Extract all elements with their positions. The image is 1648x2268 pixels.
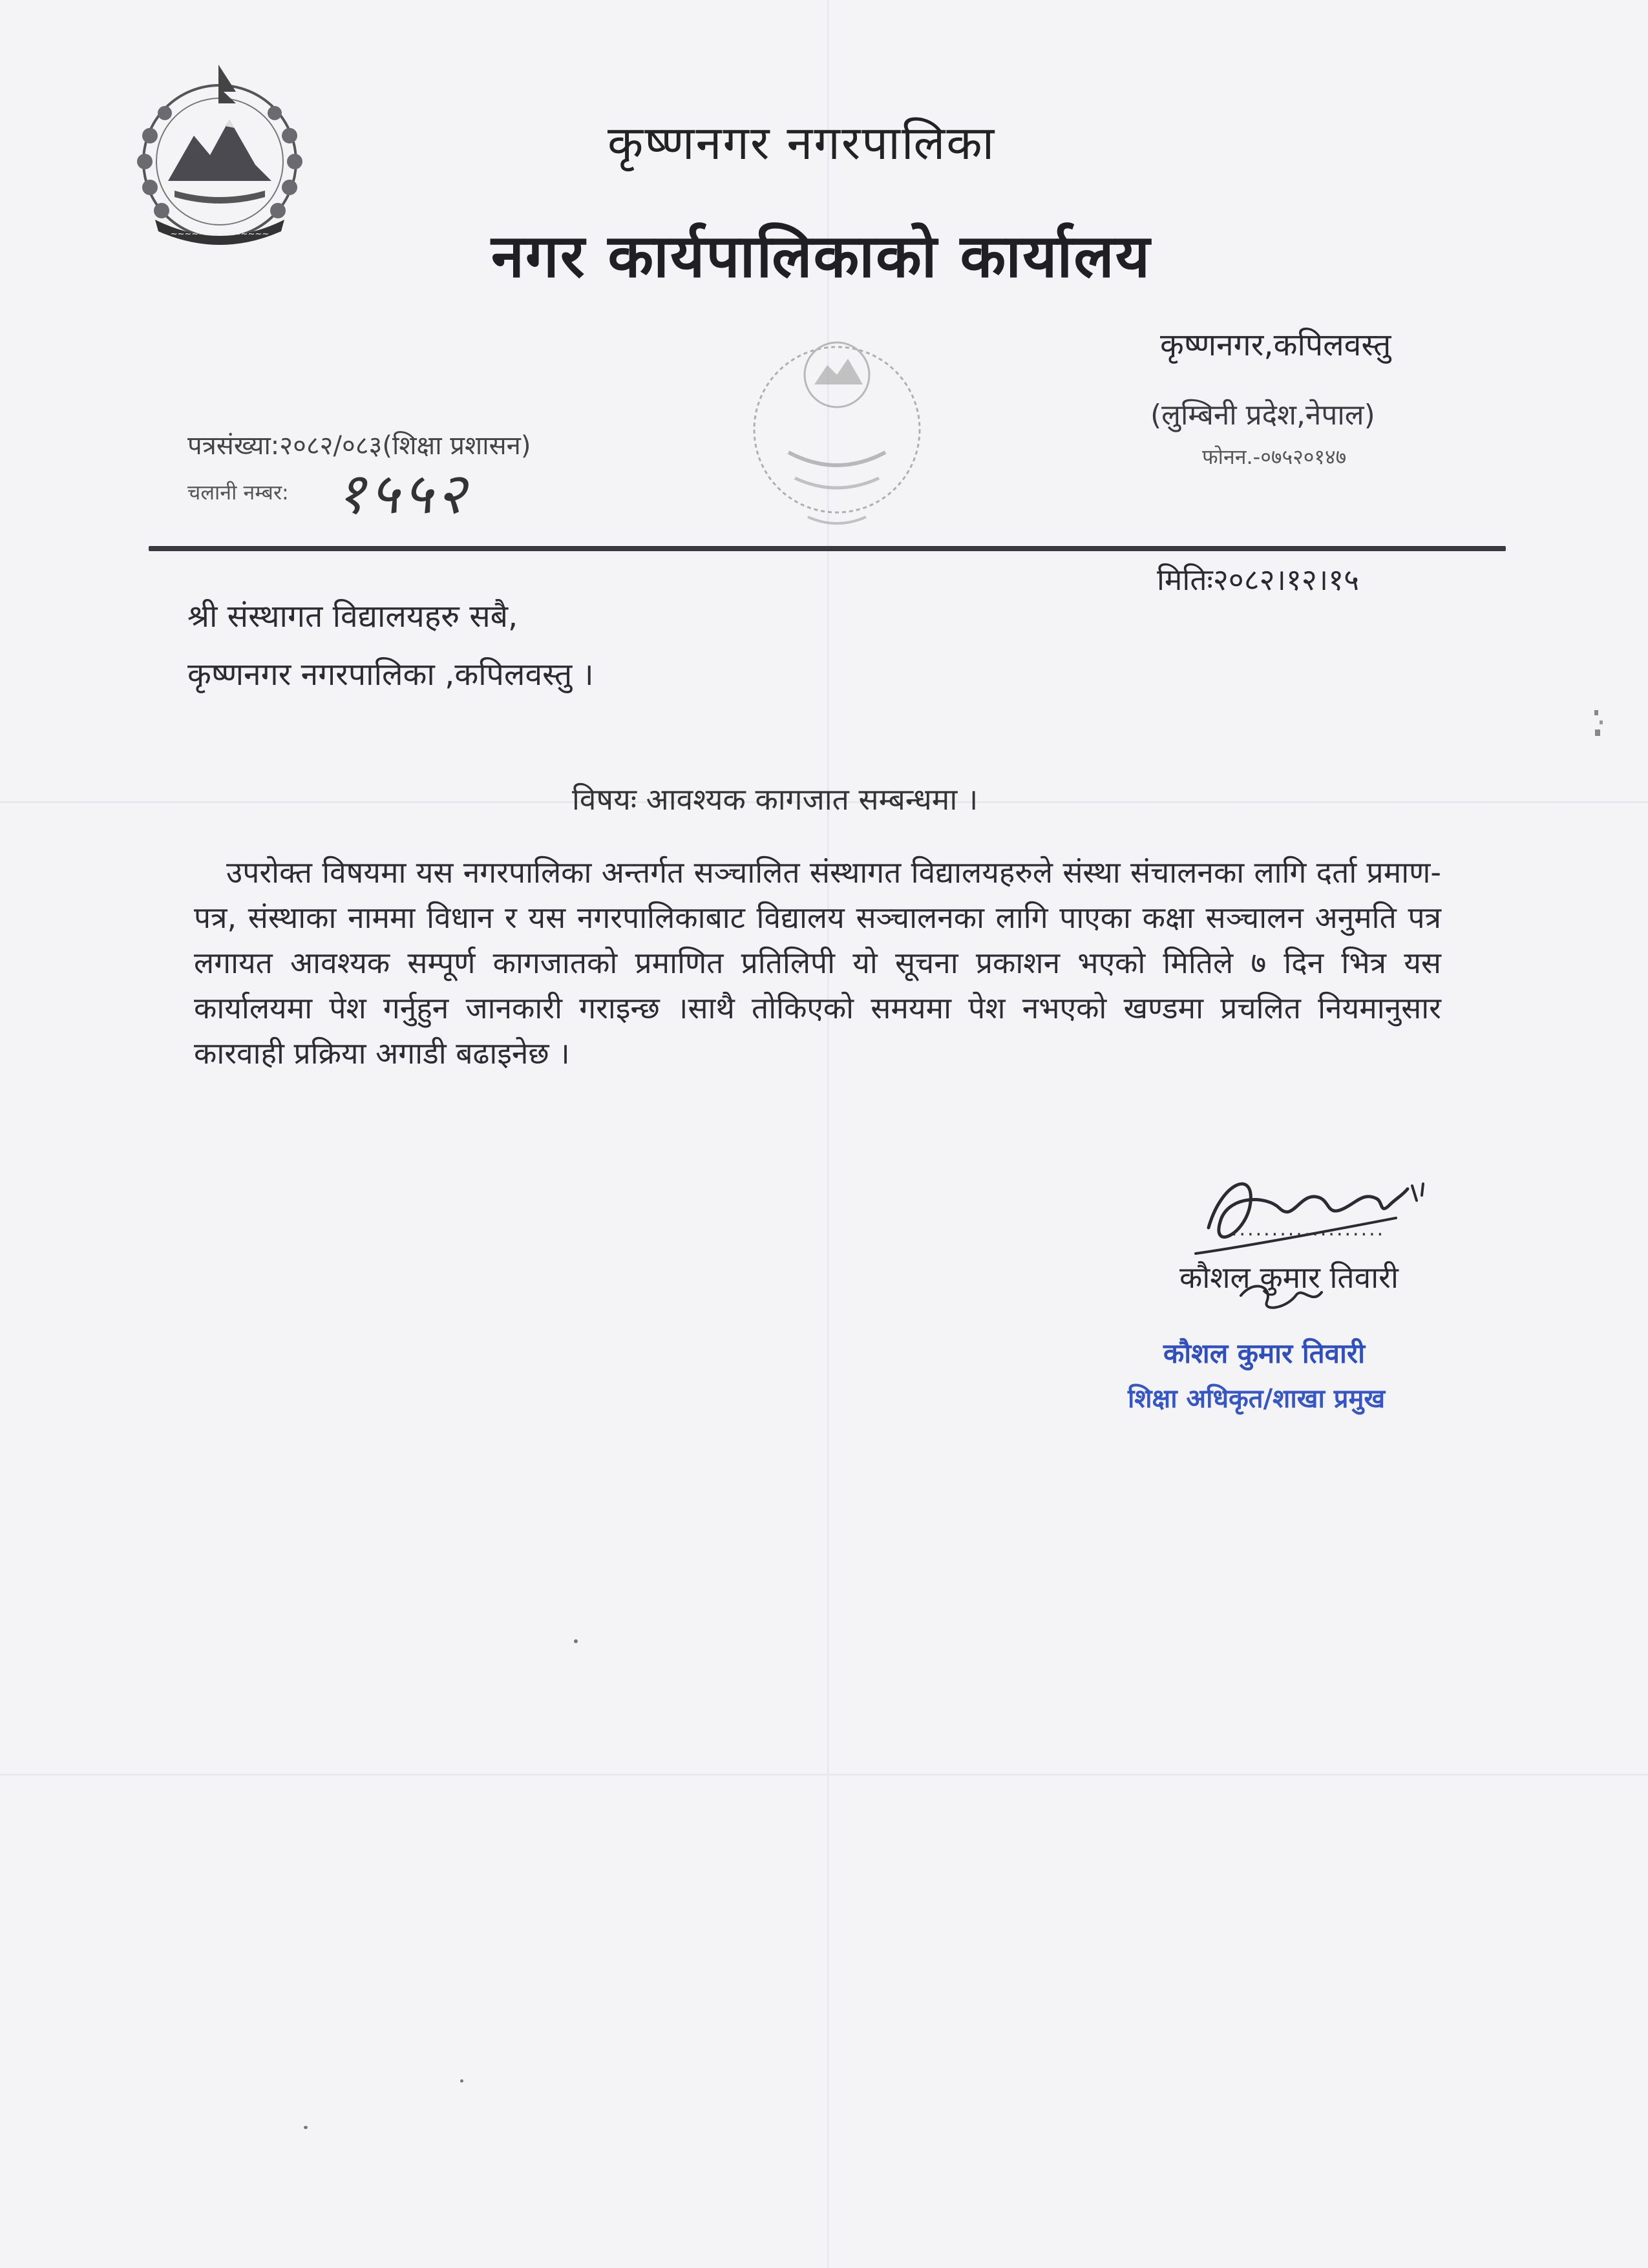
letter-date: मितिः२०८२।१२।१५ [1157, 562, 1360, 597]
addressee-line: कृष्णनगर नगरपालिका ,कपिलवस्तु । [187, 656, 594, 693]
municipality-name: कृष्णनगर नगरपालिका [607, 116, 996, 170]
edge-scan-mark [1593, 708, 1605, 741]
reference-number: पत्रसंख्या:२०८२/०८३(शिक्षा प्रशासन) [187, 431, 531, 461]
svg-text:~~~~~~~~~~~~~~: ~~~~~~~~~~~~~~ [170, 229, 269, 239]
letter-subject: विषयः आवश्यक कागजात सम्बन्धमा । [572, 782, 978, 817]
office-seal-icon [743, 323, 931, 543]
letter-body: उपरोक्त विषयमा यस नगरपालिका अन्तर्गत सञ्चालित संस्थागत विद्यालयहरुले संस्था संचालनका लागि दर्ता प्रमाण-पत्र, संस्थाका नाममा विधान र यस नगरपालिकाबाट विद्यालय सञ्चालनका लागि पाएका कक्षा सञ्चालन अनुमति पत्र लगायत आवश्यक सम्पूर्ण कागजातको प्रमाणित प्रतिलिपी यो सूचना प्रकाशन भएको मितिले ७ दिन भित्र यस कार्यालयमा पेश गर्नुहुन जानकारी गराइन्छ ।साथै तोकिएको समयमा पेश नभएको खण्डमा प्रचलित नियमानुसार कारवाही प्रक्रिया अगाडी बढाइनेछ । [194, 855, 1441, 1071]
handwritten-signature-icon [1183, 1157, 1441, 1325]
signatory-name: कौशल कुमार तिवारी [1179, 1260, 1399, 1295]
dispatch-label: चलानी नम्बर: [187, 480, 289, 505]
paper-speck [460, 2079, 463, 2083]
paper-fold-line [0, 1774, 1648, 1776]
address-province: (लुम्बिनी प्रदेश,नेपाल) [1150, 399, 1375, 432]
government-emblem-icon [116, 58, 323, 246]
paper-speck [304, 2126, 308, 2129]
dispatch-number-handwritten: १५५२ [336, 460, 470, 527]
stamp-signatory-title: शिक्षा अधिकृत/शाखा प्रमुख [1128, 1384, 1386, 1414]
addressee-line: श्री संस्थागत विद्यालयहरु सबै, [187, 598, 518, 635]
header-divider [149, 546, 1506, 551]
office-name: नगर कार्यपालिकाको कार्यालय [491, 222, 1152, 291]
address-place: कृष्णनगर,कपिलवस्तु [1160, 327, 1391, 363]
signature-line: ................... [1231, 1218, 1386, 1241]
paper-speck [574, 1639, 578, 1643]
stamp-signatory-name: कौशल कुमार तिवारी [1163, 1338, 1365, 1369]
phone-number: फोनन.-०७५२०१४७ [1202, 445, 1347, 469]
